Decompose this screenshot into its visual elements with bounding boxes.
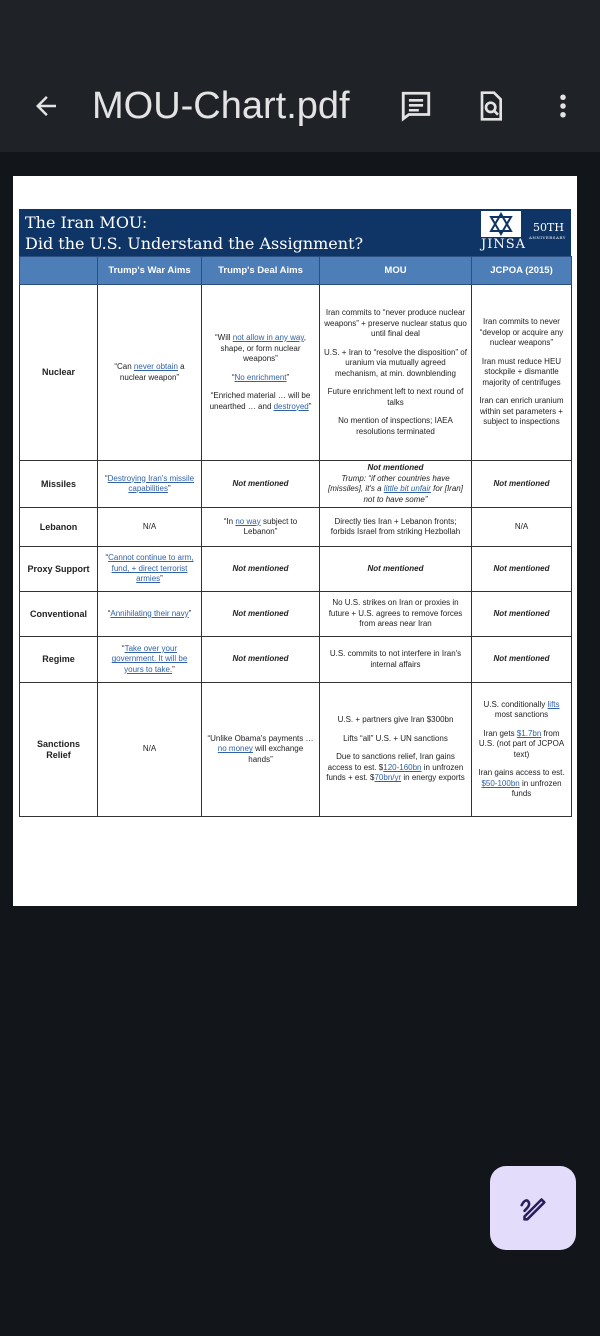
source-link[interactable]: Destroying Iran's missile capabilities [107, 473, 195, 493]
star-of-david-icon [481, 211, 521, 237]
comment-icon [399, 89, 433, 123]
source-link[interactable]: $50-100bn [481, 778, 520, 788]
row-label: Lebanon [20, 508, 98, 547]
pdf-page[interactable] [13, 176, 577, 906]
app-bar [0, 60, 600, 152]
table-header-row [20, 257, 572, 285]
table-cell: U.S. conditionally lifts most sanctions Iran gets $1.7bn from U.S. (not part of JCPOA text) Iran gains access to est. $50-100bn in unfrozen funds [472, 683, 572, 817]
table-cell: “Take over your government. It will be yours to take.” [98, 637, 202, 683]
table-row [20, 683, 572, 817]
table-cell: U.S. + partners give Iran $300bn Lifts “all” U.S. + UN sanctions Due to sanctions relief, Iran gains access to est. $120-160bn in unfrozen funds + est. $70bn/yr in energy exports [320, 683, 472, 817]
jinsa-logo [481, 211, 567, 253]
source-link[interactable]: not allow in any way [232, 333, 304, 342]
table-cell: N/A [472, 508, 572, 547]
table-cell: Not mentioned [202, 592, 320, 637]
table-cell: Iran commits to “never produce nuclear weapons” + preserve nuclear status quo until final deal U.S. + Iran to “resolve the disposition” of uranium via mutually agreed mechanism, at min. downblending Future enrichment left to next round of talks No mention of inspections; IAEA resolutions terminated [320, 285, 472, 461]
table-cell: Not mentioned Trump: “if other countries have [missiles], it's a little bit unfair for [Iran] not to have some” [320, 461, 472, 508]
table-cell: Not mentioned [202, 637, 320, 683]
table-cell: Not mentioned [472, 547, 572, 592]
header-war-aims: Trump's War Aims [98, 257, 202, 285]
source-link[interactable]: Cannot continue to arm, fund, + direct terrorist armies [108, 553, 194, 584]
table-cell: “Will not allow in any way, shape, or form nuclear weapons” “No enrichment” “Enriched material … will be unearthed … and destroyed” [202, 285, 320, 461]
table-row [20, 637, 572, 683]
document-header [19, 209, 571, 256]
source-link[interactable]: 120-160bn [383, 762, 422, 772]
header-mou: MOU [320, 257, 472, 285]
table-cell: Not mentioned [472, 637, 572, 683]
table-cell: No U.S. strikes on Iran or proxies in future + U.S. agrees to remove forces from areas near Iran [320, 592, 472, 637]
table-cell: Not mentioned [472, 461, 572, 508]
table-cell: N/A [98, 683, 202, 817]
row-label: Conventional [20, 592, 98, 637]
header-jcpoa: JCPOA (2015) [472, 257, 572, 285]
source-link[interactable]: Annihilating their navy [110, 608, 189, 618]
logo-name: JINSA [481, 237, 527, 252]
table-cell: “Unlike Obama's payments … no money will exchange hands” [202, 683, 320, 817]
source-link[interactable]: $1.7bn [516, 728, 542, 738]
source-link[interactable]: no way [235, 516, 261, 526]
header-empty [20, 257, 98, 285]
table-cell: Not mentioned [320, 547, 472, 592]
table-cell: “In no way subject to Lebanon” [202, 508, 320, 547]
source-link[interactable]: never obtain [133, 362, 178, 371]
comparison-table [19, 256, 572, 817]
row-label: Missiles [20, 461, 98, 508]
table-row [20, 508, 572, 547]
table-cell: Iran commits to never “develop or acquire any nuclear weapons” Iran must reduce HEU stockpile + dismantle majority of centrifuges Iran can enrich uranium within set parameters + subject to inspections [472, 285, 572, 461]
source-link[interactable]: 70bn/yr [374, 773, 402, 783]
table-cell: Not mentioned [202, 547, 320, 592]
comment-button[interactable] [396, 86, 436, 126]
source-link[interactable]: no money [217, 744, 253, 754]
logo-years: 50TH [533, 221, 564, 234]
table-row [20, 461, 572, 508]
header-deal-aims: Trump's Deal Aims [202, 257, 320, 285]
source-link[interactable]: little bit unfair [383, 484, 431, 493]
table-cell: Directly ties Iran + Lebanon fronts; forbids Israel from striking Hezbollah [320, 508, 472, 547]
back-button[interactable] [26, 86, 66, 126]
arrow-left-icon [31, 91, 61, 121]
status-bar [0, 0, 600, 60]
annotate-pen-icon [516, 1191, 550, 1225]
table-row [20, 592, 572, 637]
document-title: MOU-Chart.pdf [92, 85, 350, 127]
table-row [20, 547, 572, 592]
table-cell: “Cannot continue to arm, fund, + direct terrorist armies” [98, 547, 202, 592]
row-label: Nuclear [20, 285, 98, 461]
find-in-page-button[interactable] [470, 86, 510, 126]
row-label: Sanctions Relief [20, 683, 98, 817]
table-row [20, 285, 572, 461]
more-options-button[interactable] [543, 86, 583, 126]
source-link[interactable]: No enrichment [234, 372, 287, 382]
table-cell: “Destroying Iran's missile capabilities” [98, 461, 202, 508]
logo-anniversary: ANNIVERSARY [529, 235, 566, 240]
row-label: Proxy Support [20, 547, 98, 592]
annotate-fab[interactable] [490, 1166, 576, 1250]
source-link[interactable]: lifts [547, 699, 560, 709]
more-vert-icon [548, 91, 578, 121]
table-cell: Not mentioned [202, 461, 320, 508]
source-link[interactable]: destroyed [273, 401, 309, 411]
source-link[interactable]: Take over your government. It will be yours to take. [111, 643, 188, 674]
table-cell: “Can never obtain a nuclear weapon” [98, 285, 202, 461]
table-cell: U.S. commits to not interfere in Iran's internal affairs [320, 637, 472, 683]
row-label: Regime [20, 637, 98, 683]
table-cell: Not mentioned [472, 592, 572, 637]
chart-title: The Iran MOU: Did the U.S. Understand the Assignment? [25, 213, 364, 253]
table-cell: “Annihilating their navy” [98, 592, 202, 637]
find-in-page-icon [474, 90, 506, 122]
table-cell: N/A [98, 508, 202, 547]
